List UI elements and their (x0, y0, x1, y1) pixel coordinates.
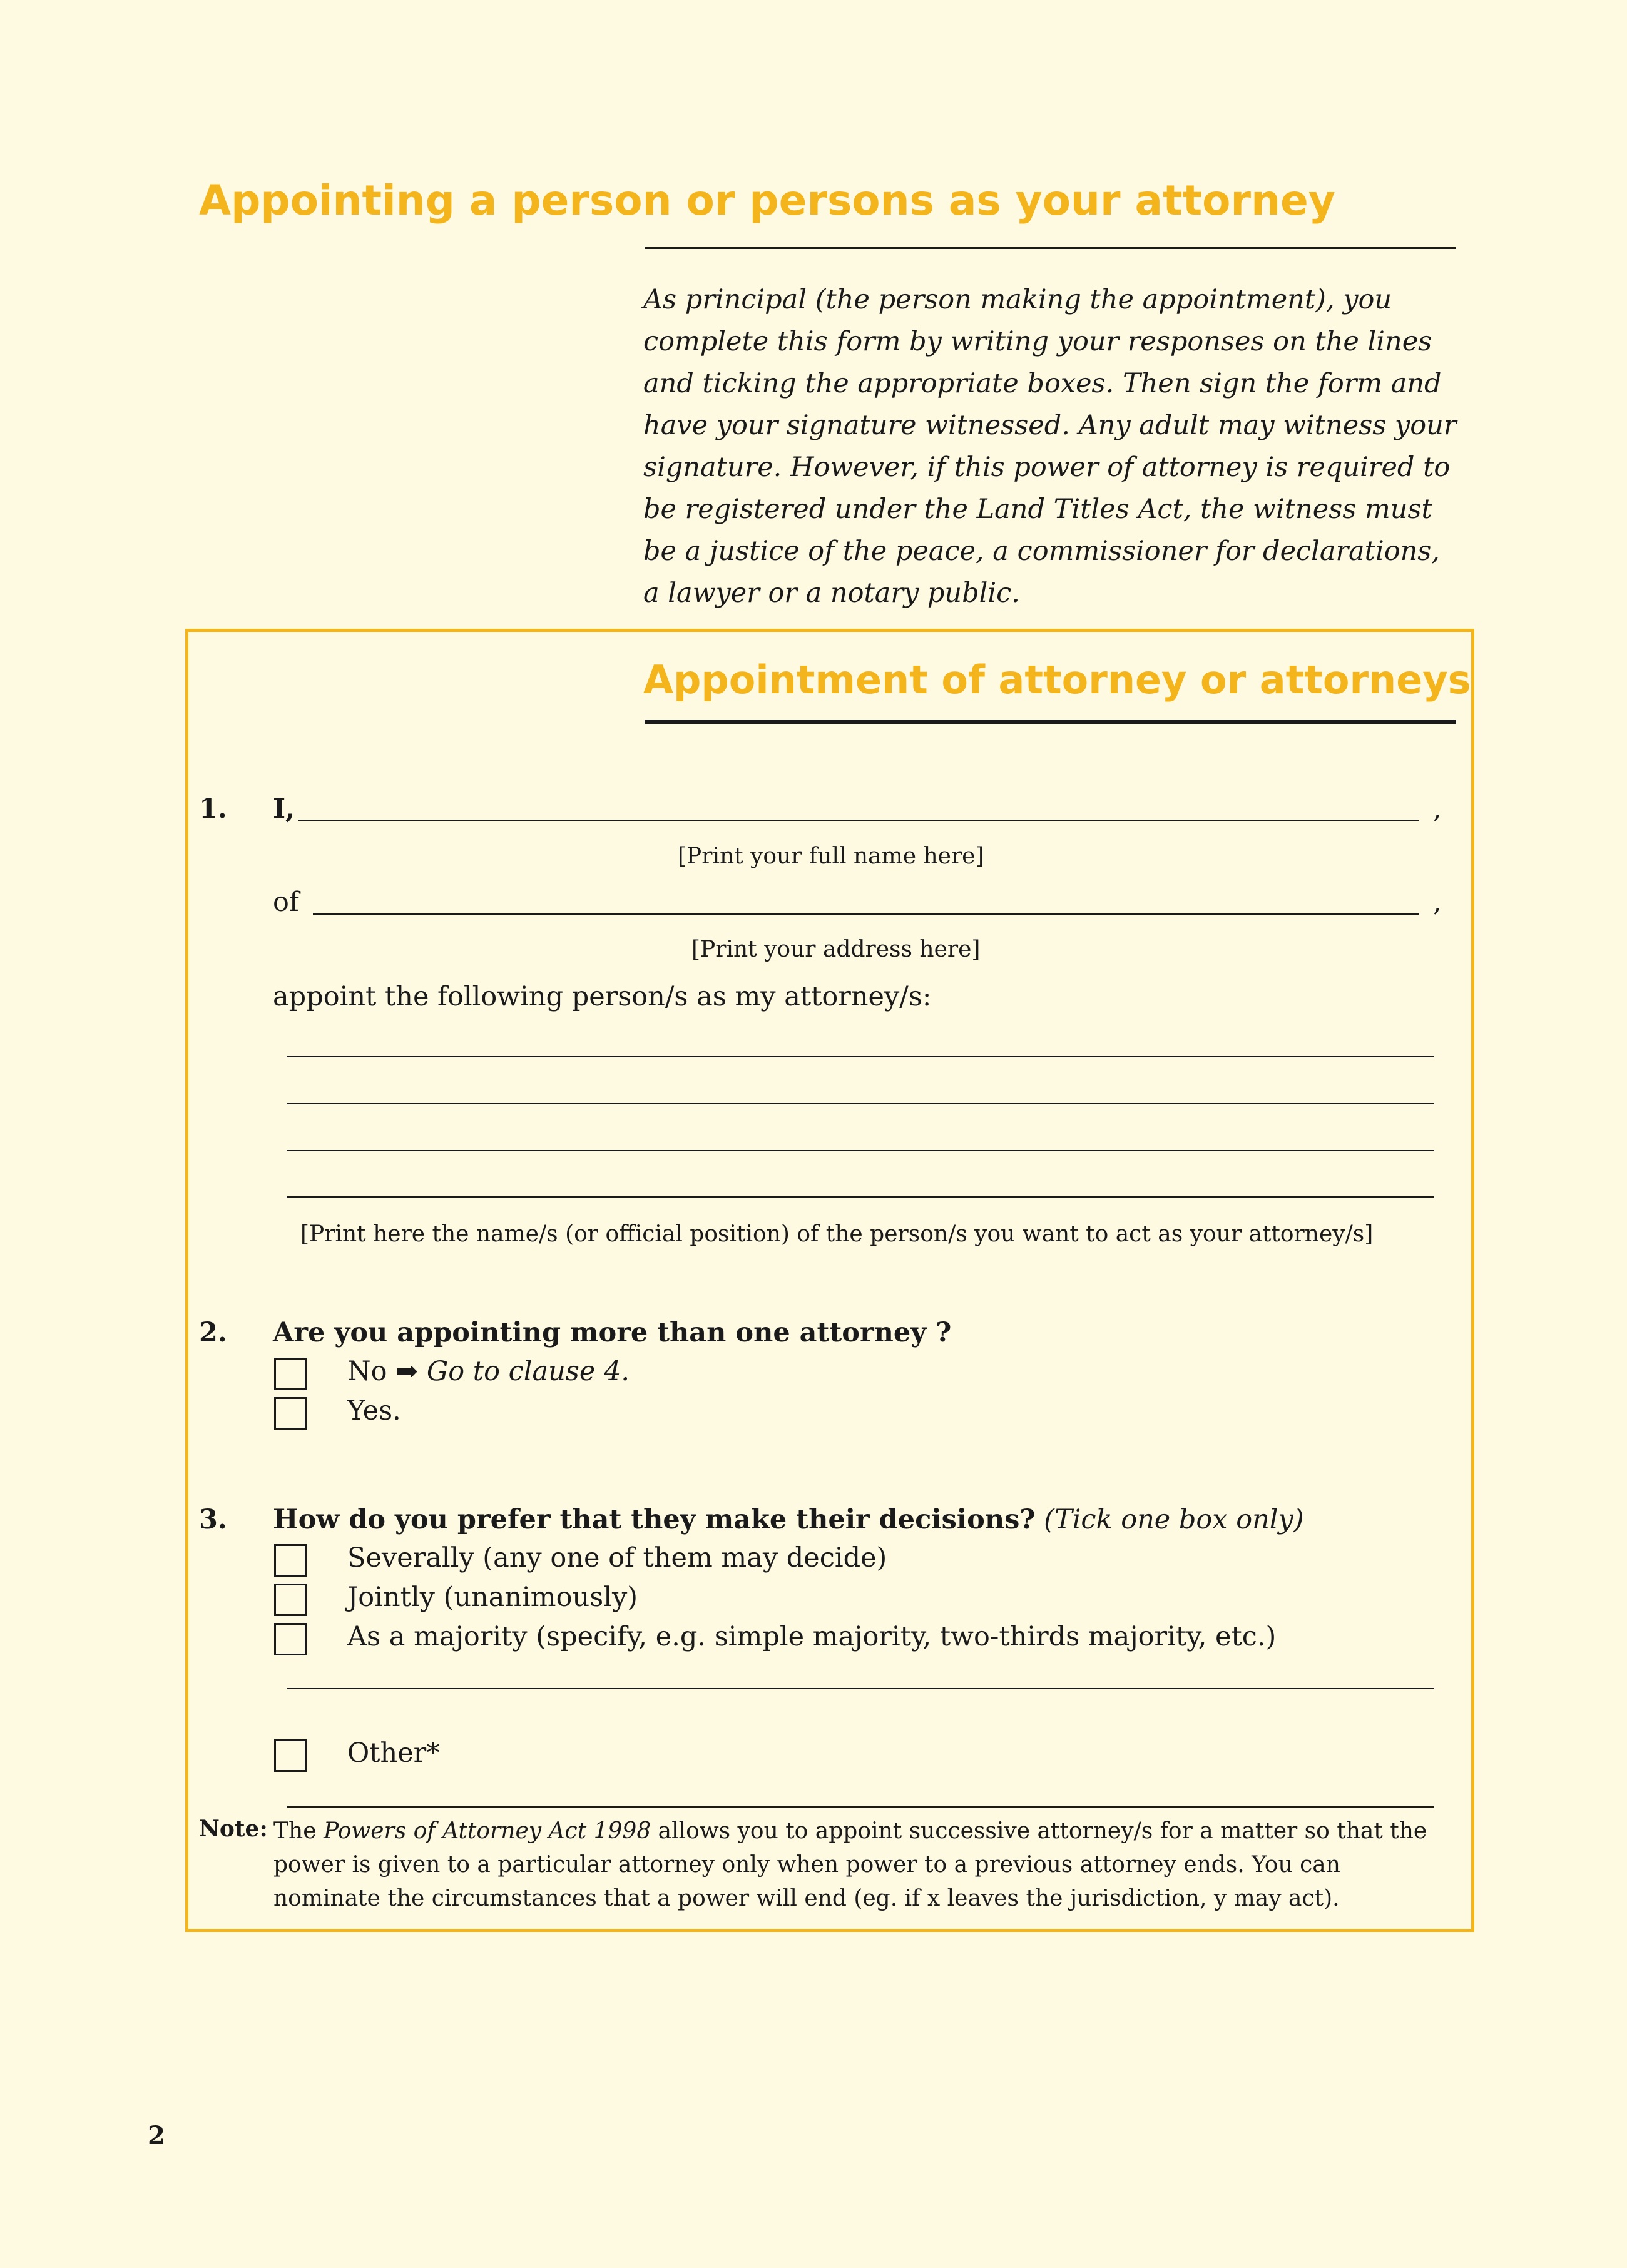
no-checkbox[interactable] (274, 1358, 307, 1390)
attorney-name-line-4[interactable] (287, 1196, 1434, 1198)
arrow-right-icon: ➡ (395, 1356, 419, 1387)
address-comma: , (1433, 887, 1442, 918)
intro-paragraph: As principal (the person making the appointment), you complete this form by writing your responses on the lines and ticking the appropriate boxes. Then sign the form and have your signature witnessed. Any adult may witness your signature. However, if this power of attorney is required to be registered under the Land Titles Act, the witness must be a justice of the peace, a commissioner for declarations, a lawyer or a notary public. (643, 284, 1457, 609)
name-hint: [Print your full name here] (678, 843, 984, 869)
clause-2-number: 2. (199, 1317, 227, 1348)
yes-checkbox[interactable] (274, 1397, 307, 1430)
clause-3-number: 3. (199, 1504, 227, 1535)
clause-3-instruction: (Tick one box only) (1044, 1504, 1304, 1535)
majority-label: As a majority (specify, e.g. simple majority, two-thirds majority, etc.) (347, 1621, 1277, 1652)
clause-3-question: How do you prefer that they make their decisions? (273, 1504, 1036, 1535)
page-number: 2 (148, 2121, 165, 2150)
severally-label: Severally (any one of them may decide) (347, 1542, 887, 1574)
other-checkbox[interactable] (274, 1739, 307, 1772)
yes-label: Yes. (347, 1395, 401, 1426)
no-label: No (347, 1356, 387, 1387)
attorney-name-line-2[interactable] (287, 1103, 1434, 1104)
act-name: Powers of Attorney Act 1998 (323, 1818, 651, 1844)
address-field[interactable] (313, 913, 1419, 915)
clause-2-question: Are you appointing more than one attorney ? (273, 1317, 952, 1348)
clause-3-question-row (273, 1504, 1304, 1535)
attorney-name-line-3[interactable] (287, 1150, 1434, 1151)
note-label: Note: (199, 1816, 268, 1842)
note-text-pre: The (273, 1818, 324, 1844)
address-hint: [Print your address here] (691, 937, 981, 962)
clause-1-i-label: I, (273, 793, 295, 825)
name-comma: , (1433, 793, 1442, 825)
majority-specify-field[interactable] (287, 1688, 1434, 1689)
attorney-hint: [Print here the name/s (or official position) of the person/s you want to act as your attorney/s] (300, 1221, 1374, 1247)
no-option (347, 1356, 630, 1387)
title-rule (645, 247, 1456, 249)
jointly-checkbox[interactable] (274, 1584, 307, 1616)
clause-1-number: 1. (199, 793, 227, 825)
other-specify-field[interactable] (287, 1806, 1434, 1808)
full-name-field[interactable] (298, 820, 1419, 821)
form-title: Appointment of attorney or attorneys (643, 657, 1471, 703)
majority-checkbox[interactable] (274, 1623, 307, 1655)
other-label: Other* (347, 1737, 440, 1769)
page-title: Appointing a person or persons as your attorney (199, 176, 1335, 225)
note-text (273, 1814, 1450, 1916)
appoint-text: appoint the following person/s as my attorney/s: (273, 981, 932, 1012)
form-title-rule (645, 720, 1456, 724)
go-to-clause-note: Go to clause 4. (426, 1356, 630, 1387)
severally-checkbox[interactable] (274, 1544, 307, 1577)
clause-1-of-label: of (273, 887, 299, 918)
form-box (185, 629, 1474, 1932)
note-text-post: allows you to appoint successive attorney/s for a matter so that the power is given to a particular attorney only when power to a previous attorney ends. You can nominate the circumstances that a power will end (eg. if x leaves the jurisdiction, y may act). (273, 1818, 1427, 1911)
attorney-name-line-1[interactable] (287, 1056, 1434, 1057)
jointly-label: Jointly (unanimously) (347, 1582, 638, 1613)
